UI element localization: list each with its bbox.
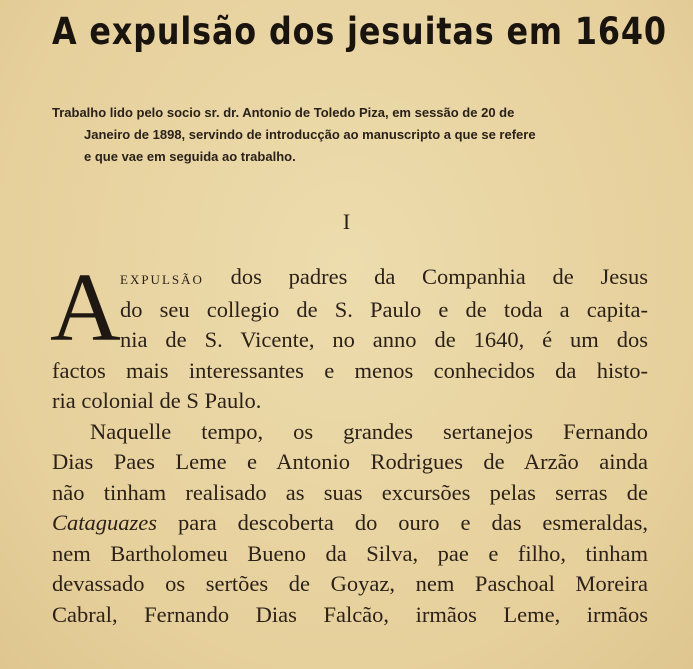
text-line: não tinham realisado as suas excursões pelas serras de [52,479,648,505]
text-line: Dias Paes Leme e Antonio Rodrigues de Arzão ainda [52,449,648,474]
text-line: Naquelle tempo, os grandes sertanejos Fernando [90,418,648,444]
subtitle-note [52,102,648,168]
text-line: do seu collegio de S. Paulo e de toda a capita- [120,296,648,322]
text-fragment: para descoberta do ouro e das esmeraldas, [157,510,648,535]
lead-word: expulsão [120,268,204,289]
text-line: devassado os sertões de Goyaz, nem Paschoal Moreira [52,571,648,596]
section-number: I [342,209,351,234]
text-line: Cabral, Fernando Dias Falcão, irmãos Leme, irmãos [52,601,648,627]
subtitle-line: Janeiro de 1898, servindo de introducção ao manuscripto a que se refere [84,127,536,142]
body-text [50,254,648,630]
italic-place-name: Cataguazes [52,510,158,535]
drop-cap: A [50,254,121,362]
subtitle-line: e que vae em seguida ao trabalho. [84,149,296,164]
page-title: A expulsão dos jesuitas em 1640 [52,10,667,53]
text-line: ria colonial de S Paulo. [52,388,262,413]
text-line: nia de S. Vicente, no anno de 1640, é um dos [120,327,648,352]
subtitle-line: Trabalho lido pelo socio sr. dr. Antonio de Toledo Piza, em sessão de 20 de [52,105,515,120]
text-line: nem Bartholomeu Bueno da Silva, pae e filho, tinham [52,540,648,566]
text-line [52,508,648,539]
text-line [52,262,648,295]
text-line: factos mais interessantes e menos conhecidos da histo- [52,357,648,383]
text-fragment: dos padres da Companhia de Jesus [203,264,648,289]
